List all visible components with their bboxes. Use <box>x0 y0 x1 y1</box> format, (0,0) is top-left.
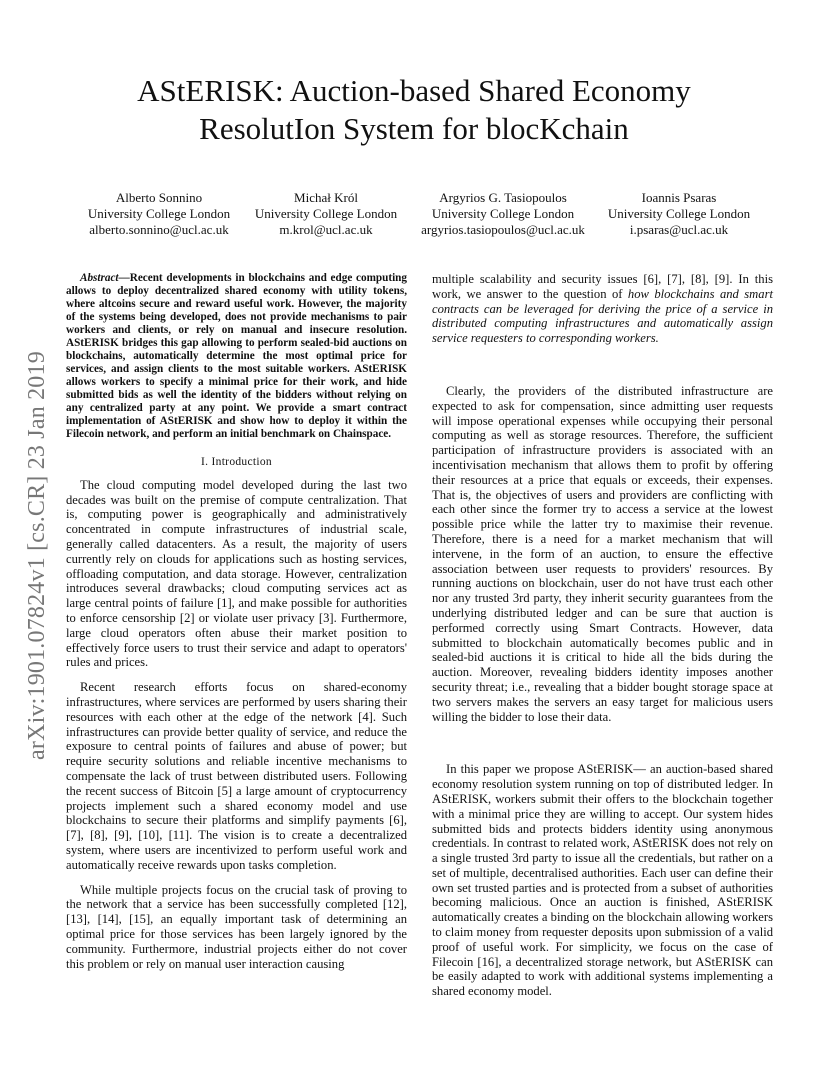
author-4 <box>584 190 774 238</box>
author-email: argyrios.tasiopoulos@ucl.ac.uk <box>421 222 585 237</box>
right-paragraph-1-text: multiple scalability and security issues [6], [7], [8], [9]. In this work, we answer to the question of <box>432 272 773 301</box>
author-email: m.krol@ucl.ac.uk <box>279 222 373 237</box>
arxiv-stamp: arXiv:1901.07824v1 [cs.CR] 23 Jan 2019 <box>24 351 50 760</box>
right-paragraph-3: In this paper we propose AStERISK— an auction-based shared economy resolution system running on top of distributed ledger. In AStERISK, workers submit their offers to the blockchain together with a minimal price they are willing to accept. Our system hides submitted bids and protects bidders identity using anonymous credentials. In contrast to related work, AStERISK does not rely on a single trusted 3rd party to issue all the credentials, but rather on a set of multiple, decentralised authorities. Each user can define their own set trusted parties and is protected from a subset of authorities becoming malicious. Once an auction is finished, AStERISK automatically creates a binding on the blockchain allowing workers to claim money from requester deposits upon submission of a valid proof of useful work. For simplicity, we focus on the case of Filecoin [16], a decentralized storage network, but AStERISK can be easily adapted to work with additional systems implementing a shared economy model. <box>432 762 773 999</box>
author-name: Ioannis Psaras <box>641 190 717 205</box>
author-email: i.psaras@ucl.ac.uk <box>629 222 729 237</box>
research-question: how blockchains and smart contracts can be leveraged for deriving the price of a service in distributed computing infrastructures and automatically assign service requesters to corresponding workers. <box>432 286 773 346</box>
author-name: Michał Król <box>294 190 358 205</box>
author-1 <box>64 190 254 238</box>
author-affiliation: University College London <box>87 206 231 221</box>
section-heading: I. Introduction <box>201 456 272 468</box>
author-2 <box>231 190 421 238</box>
author-email: alberto.sonnino@ucl.ac.uk <box>89 222 229 237</box>
author-name: Alberto Sonnino <box>115 190 203 205</box>
intro-paragraph-3: While multiple projects focus on the crucial task of proving to the network that a service has been successfully completed [12], [13], [14], [15], an equally important task of determining an optimal price for those services has been largely ignored by the community. Furthermore, industrial projects either do not cover this problem or rely on manual user interaction causing <box>66 882 407 971</box>
right-column <box>432 272 773 1009</box>
right-paragraph-2: Clearly, the providers of the distributed infrastructure are expected to ask for compensation, since admitting user requests will impose operational expenses while occupying their personal computing as well as storage resources. Therefore, the sufficient participation of infrastructure providers is associated with an incentivisation mechanism that allows them to profit by offering their resources at a price that equals or exceeds, their expenses. That is, the objectives of users and providers are conflicting with each other since the former try to access a service at the lowest possible price while the latter try to maximise their revenue. Therefore, there is a need for a market mechanism that will intervene, in the form of an auction, to ensure the effective association between user requests to providers' resources. By running auctions on blockchain, user do not have trust each other nor any trusted 3rd party, they inherit security guarantees from the underlying distributed ledger and can be sure that auction is performed correctly using Smart Contracts. However, data submitted to blockchain automatically becomes public and in sealed-bid auctions it is critical to hide all the bids during the auction. Moreover, revealing bidders identity imposes another security threat; i.e., revealing that a bidder bought storage space at two servers makes the servers an easy target for malicious users willing the bidder to lose their data. <box>432 383 773 724</box>
intro-paragraph-1: The cloud computing model developed during the last two decades was built on the premise of compute centralization. That is, computing power is geographically and administratively concentrated in compute infrastructures of industrial scale, generally called datacenters. As a result, the majority of users currently rely on clouds for applications such as hosting services, offloading computation, and data storage. However, centralization introduces several drawbacks; cloud computing services act as large central points of failure [1], and make possible for authorities to enforce censorship [2] or violate user privacy [3]. Furthermore, large cloud operators often abuse their market position to effectively force users to trust their service and adapt to operators' rules and prices. <box>66 477 407 670</box>
abstract-label: Abstract <box>80 272 119 284</box>
author-affiliation: University College London <box>254 206 398 221</box>
paper-title <box>0 72 828 148</box>
abstract <box>66 272 407 441</box>
title-line-2: ResolutIon System for blocKchain <box>199 111 629 146</box>
spacer <box>432 356 773 384</box>
spacer <box>432 734 773 762</box>
author-affiliation: University College London <box>607 206 751 221</box>
title-line-1: AStERISK: Auction-based Shared Economy <box>137 73 691 108</box>
abstract-text: —Recent developments in blockchains and edge computing allows to deploy decentralized shared economy with utility tokens, where altcoins secure and reward useful work. However, the majority of the systems being developed, does not provide mechanisms to pair workers and clients, or rely on manual and insecure resolution. AStERISK bridges this gap allowing to perform sealed-bid auctions on blockchains, automatically determine the most optimal price for services, and assign clients to the most suitable workers. AStERISK allows workers to specify a minimal price for their work, and hide submitted bids as well the identity of the bidders without relying on any centralized party at any point. We provide a smart contract implementation of AStERISK and show how to deploy it within the Filecoin network, and perform an initial benchmark on Chainspace. <box>66 272 407 440</box>
right-paragraph-1 <box>432 272 773 346</box>
author-affiliation: University College London <box>431 206 575 221</box>
left-column <box>66 272 407 981</box>
author-3 <box>408 190 598 238</box>
author-name: Argyrios G. Tasiopoulos <box>439 190 567 205</box>
intro-paragraph-2: Recent research efforts focus on shared-economy infrastructures, where services are performed by users sharing their resources with each other at the edge of the network [4]. Such infrastructures can provide better quality of service, and reduce the exposure to central points of failures and abuse of power; but require security solutions and reliable incentive mechanisms to compensate the lack of trust between distributed users. Following the recent success of Bitcoin [5] a large amount of cryptocurrency projects implement such a shared economy model and use blockchains to secure their platforms and simplify payments [6], [7], [8], [9], [10], [11]. The vision is to create a decentralized system, where users are incentivized to perform useful work and automatically receive rewards upon tasks completion. <box>66 680 407 872</box>
